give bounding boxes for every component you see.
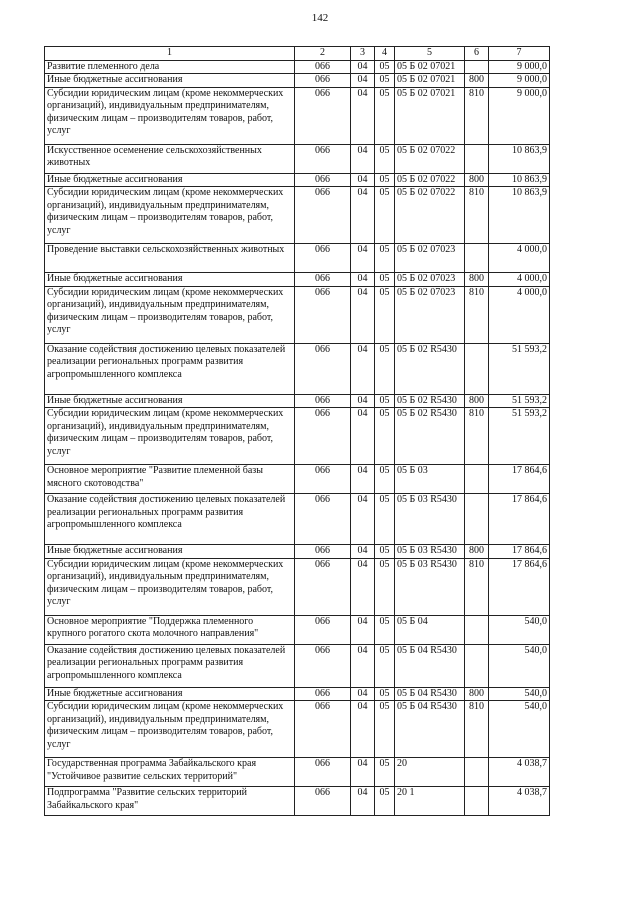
row-amount-cell: 4 000,0 bbox=[489, 286, 550, 343]
row-target-cell: 05 Б 02 07023 bbox=[395, 244, 465, 273]
table-row bbox=[45, 558, 550, 615]
row-code-cell: 066 bbox=[295, 286, 351, 343]
row-type-cell bbox=[465, 615, 489, 644]
row-section-cell: 04 bbox=[351, 187, 375, 244]
table-row bbox=[45, 87, 550, 144]
row-amount-cell: 51 593,2 bbox=[489, 394, 550, 408]
row-amount-cell: 51 593,2 bbox=[489, 343, 550, 394]
row-amount-cell: 4 038,7 bbox=[489, 758, 550, 787]
row-section-cell: 04 bbox=[351, 244, 375, 273]
row-code-cell: 066 bbox=[295, 187, 351, 244]
row-name-cell: Государственная программа Забайкальского края "Устойчивое развитие сельских территорий" bbox=[45, 758, 295, 787]
table-row bbox=[45, 60, 550, 74]
header-row bbox=[45, 47, 550, 61]
row-amount-cell: 540,0 bbox=[489, 687, 550, 701]
row-amount-cell: 540,0 bbox=[489, 644, 550, 687]
row-code-cell: 066 bbox=[295, 343, 351, 394]
header-cell: 5 bbox=[395, 47, 465, 61]
row-amount-cell: 4 038,7 bbox=[489, 787, 550, 816]
row-name-cell: Развитие племенного дела bbox=[45, 60, 295, 74]
row-amount-cell: 540,0 bbox=[489, 615, 550, 644]
row-code-cell: 066 bbox=[295, 758, 351, 787]
row-section-cell: 04 bbox=[351, 273, 375, 287]
row-section-cell: 04 bbox=[351, 465, 375, 494]
row-section-cell: 04 bbox=[351, 758, 375, 787]
row-type-cell: 810 bbox=[465, 558, 489, 615]
row-name-cell: Оказание содействия достижению целевых показателей реализации региональных программ развития агропромышленного комплекса bbox=[45, 494, 295, 545]
page-number: 142 bbox=[311, 12, 329, 24]
table-row bbox=[45, 701, 550, 758]
row-type-cell: 800 bbox=[465, 687, 489, 701]
table-row bbox=[45, 465, 550, 494]
row-subsection-cell: 05 bbox=[375, 701, 395, 758]
row-section-cell: 04 bbox=[351, 74, 375, 88]
row-type-cell: 800 bbox=[465, 173, 489, 187]
table-row bbox=[45, 787, 550, 816]
row-type-cell bbox=[465, 343, 489, 394]
row-target-cell: 05 Б 03 R5430 bbox=[395, 545, 465, 559]
row-amount-cell: 10 863,9 bbox=[489, 173, 550, 187]
row-code-cell: 066 bbox=[295, 687, 351, 701]
table-row bbox=[45, 615, 550, 644]
header-cell: 2 bbox=[295, 47, 351, 61]
row-code-cell: 066 bbox=[295, 394, 351, 408]
row-subsection-cell: 05 bbox=[375, 787, 395, 816]
row-code-cell: 066 bbox=[295, 244, 351, 273]
row-target-cell: 05 Б 02 07022 bbox=[395, 187, 465, 244]
table-row bbox=[45, 286, 550, 343]
row-name-cell: Иные бюджетные ассигнования bbox=[45, 545, 295, 559]
row-name-cell: Субсидии юридическим лицам (кроме некоммерческих организаций), индивидуальным предпринимателям, физическим лицам – производителям товаров, работ, услуг bbox=[45, 87, 295, 144]
table-row bbox=[45, 187, 550, 244]
row-target-cell: 05 Б 04 R5430 bbox=[395, 644, 465, 687]
row-amount-cell: 4 000,0 bbox=[489, 244, 550, 273]
row-type-cell bbox=[465, 787, 489, 816]
row-name-cell: Основное мероприятие "Поддержка племенного крупного рогатого скота молочного направления" bbox=[45, 615, 295, 644]
row-code-cell: 066 bbox=[295, 273, 351, 287]
row-section-cell: 04 bbox=[351, 60, 375, 74]
budget-table bbox=[44, 46, 550, 816]
row-section-cell: 04 bbox=[351, 173, 375, 187]
row-target-cell: 05 Б 02 R5430 bbox=[395, 343, 465, 394]
row-amount-cell: 17 864,6 bbox=[489, 494, 550, 545]
table-row bbox=[45, 343, 550, 394]
row-section-cell: 04 bbox=[351, 545, 375, 559]
row-type-cell: 800 bbox=[465, 394, 489, 408]
header-cell: 7 bbox=[489, 47, 550, 61]
row-section-cell: 04 bbox=[351, 787, 375, 816]
row-amount-cell: 9 000,0 bbox=[489, 87, 550, 144]
row-name-cell: Иные бюджетные ассигнования bbox=[45, 74, 295, 88]
row-subsection-cell: 05 bbox=[375, 408, 395, 465]
row-target-cell: 05 Б 02 07021 bbox=[395, 87, 465, 144]
row-type-cell: 810 bbox=[465, 87, 489, 144]
row-name-cell: Искусственное осеменение сельскохозяйственных животных bbox=[45, 144, 295, 173]
row-section-cell: 04 bbox=[351, 615, 375, 644]
row-target-cell: 05 Б 02 R5430 bbox=[395, 394, 465, 408]
row-type-cell: 800 bbox=[465, 545, 489, 559]
row-name-cell: Субсидии юридическим лицам (кроме некоммерческих организаций), индивидуальным предпринимателям, физическим лицам – производителям товаров, работ, услуг bbox=[45, 408, 295, 465]
row-subsection-cell: 05 bbox=[375, 187, 395, 244]
row-type-cell: 810 bbox=[465, 701, 489, 758]
row-name-cell: Субсидии юридическим лицам (кроме некоммерческих организаций), индивидуальным предпринимателям, физическим лицам – производителям товаров, работ, услуг bbox=[45, 558, 295, 615]
row-type-cell bbox=[465, 644, 489, 687]
row-amount-cell: 4 000,0 bbox=[489, 273, 550, 287]
row-type-cell bbox=[465, 144, 489, 173]
row-target-cell: 20 bbox=[395, 758, 465, 787]
row-target-cell: 05 Б 02 07021 bbox=[395, 60, 465, 74]
table-row bbox=[45, 173, 550, 187]
row-type-cell bbox=[465, 244, 489, 273]
row-type-cell bbox=[465, 494, 489, 545]
row-name-cell: Оказание содействия достижению целевых показателей реализации региональных программ развития агропромышленного комплекса bbox=[45, 343, 295, 394]
row-code-cell: 066 bbox=[295, 465, 351, 494]
row-code-cell: 066 bbox=[295, 545, 351, 559]
header-cell: 4 bbox=[375, 47, 395, 61]
table-row bbox=[45, 74, 550, 88]
row-target-cell: 05 Б 02 07023 bbox=[395, 273, 465, 287]
row-target-cell: 05 Б 02 07021 bbox=[395, 74, 465, 88]
row-amount-cell: 9 000,0 bbox=[489, 74, 550, 88]
row-type-cell bbox=[465, 758, 489, 787]
row-subsection-cell: 05 bbox=[375, 87, 395, 144]
row-section-cell: 04 bbox=[351, 286, 375, 343]
row-amount-cell: 17 864,6 bbox=[489, 558, 550, 615]
row-section-cell: 04 bbox=[351, 87, 375, 144]
row-target-cell: 05 Б 03 R5430 bbox=[395, 494, 465, 545]
row-section-cell: 04 bbox=[351, 701, 375, 758]
row-subsection-cell: 05 bbox=[375, 494, 395, 545]
row-name-cell: Иные бюджетные ассигнования bbox=[45, 394, 295, 408]
row-subsection-cell: 05 bbox=[375, 394, 395, 408]
row-target-cell: 05 Б 03 R5430 bbox=[395, 558, 465, 615]
row-subsection-cell: 05 bbox=[375, 758, 395, 787]
table-row bbox=[45, 644, 550, 687]
table-row bbox=[45, 394, 550, 408]
row-subsection-cell: 05 bbox=[375, 558, 395, 615]
row-target-cell: 05 Б 02 07023 bbox=[395, 286, 465, 343]
row-subsection-cell: 05 bbox=[375, 173, 395, 187]
row-section-cell: 04 bbox=[351, 394, 375, 408]
row-amount-cell: 9 000,0 bbox=[489, 60, 550, 74]
row-subsection-cell: 05 bbox=[375, 60, 395, 74]
row-type-cell bbox=[465, 465, 489, 494]
row-code-cell: 066 bbox=[295, 408, 351, 465]
row-subsection-cell: 05 bbox=[375, 286, 395, 343]
row-amount-cell: 17 864,6 bbox=[489, 545, 550, 559]
table-row bbox=[45, 758, 550, 787]
row-amount-cell: 540,0 bbox=[489, 701, 550, 758]
row-section-cell: 04 bbox=[351, 494, 375, 545]
row-section-cell: 04 bbox=[351, 558, 375, 615]
row-section-cell: 04 bbox=[351, 144, 375, 173]
row-subsection-cell: 05 bbox=[375, 687, 395, 701]
row-code-cell: 066 bbox=[295, 701, 351, 758]
row-subsection-cell: 05 bbox=[375, 74, 395, 88]
row-type-cell: 800 bbox=[465, 273, 489, 287]
row-name-cell: Иные бюджетные ассигнования bbox=[45, 173, 295, 187]
row-code-cell: 066 bbox=[295, 144, 351, 173]
row-amount-cell: 10 863,9 bbox=[489, 187, 550, 244]
row-target-cell: 05 Б 02 07022 bbox=[395, 144, 465, 173]
row-type-cell: 810 bbox=[465, 187, 489, 244]
table-row bbox=[45, 408, 550, 465]
row-code-cell: 066 bbox=[295, 173, 351, 187]
row-target-cell: 20 1 bbox=[395, 787, 465, 816]
row-section-cell: 04 bbox=[351, 644, 375, 687]
table-row bbox=[45, 687, 550, 701]
row-code-cell: 066 bbox=[295, 644, 351, 687]
row-amount-cell: 51 593,2 bbox=[489, 408, 550, 465]
row-target-cell: 05 Б 02 07022 bbox=[395, 173, 465, 187]
table-row bbox=[45, 144, 550, 173]
row-name-cell: Оказание содействия достижению целевых показателей реализации региональных программ развития агропромышленного комплекса bbox=[45, 644, 295, 687]
row-type-cell: 800 bbox=[465, 74, 489, 88]
row-code-cell: 066 bbox=[295, 787, 351, 816]
row-type-cell: 810 bbox=[465, 286, 489, 343]
row-subsection-cell: 05 bbox=[375, 615, 395, 644]
row-code-cell: 066 bbox=[295, 74, 351, 88]
row-name-cell: Иные бюджетные ассигнования bbox=[45, 273, 295, 287]
header-cell: 3 bbox=[351, 47, 375, 61]
row-subsection-cell: 05 bbox=[375, 244, 395, 273]
row-subsection-cell: 05 bbox=[375, 343, 395, 394]
row-section-cell: 04 bbox=[351, 408, 375, 465]
row-name-cell: Субсидии юридическим лицам (кроме некоммерческих организаций), индивидуальным предпринимателям, физическим лицам – производителям товаров, работ, услуг bbox=[45, 187, 295, 244]
row-subsection-cell: 05 bbox=[375, 644, 395, 687]
row-code-cell: 066 bbox=[295, 558, 351, 615]
row-target-cell: 05 Б 04 bbox=[395, 615, 465, 644]
table-row bbox=[45, 545, 550, 559]
row-amount-cell: 17 864,6 bbox=[489, 465, 550, 494]
row-subsection-cell: 05 bbox=[375, 465, 395, 494]
row-name-cell: Субсидии юридическим лицам (кроме некоммерческих организаций), индивидуальным предпринимателям, физическим лицам – производителям товаров, работ, услуг bbox=[45, 286, 295, 343]
row-section-cell: 04 bbox=[351, 343, 375, 394]
row-name-cell: Основное мероприятие "Развитие племенной базы мясного скотоводства" bbox=[45, 465, 295, 494]
row-target-cell: 05 Б 02 R5430 bbox=[395, 408, 465, 465]
header-cell: 1 bbox=[45, 47, 295, 61]
row-type-cell: 810 bbox=[465, 408, 489, 465]
row-type-cell bbox=[465, 60, 489, 74]
row-subsection-cell: 05 bbox=[375, 144, 395, 173]
row-code-cell: 066 bbox=[295, 60, 351, 74]
row-code-cell: 066 bbox=[295, 615, 351, 644]
row-target-cell: 05 Б 04 R5430 bbox=[395, 701, 465, 758]
row-amount-cell: 10 863,9 bbox=[489, 144, 550, 173]
row-target-cell: 05 Б 04 R5430 bbox=[395, 687, 465, 701]
row-name-cell: Подпрограмма "Развитие сельских территорий Забайкальского края" bbox=[45, 787, 295, 816]
row-code-cell: 066 bbox=[295, 494, 351, 545]
row-subsection-cell: 05 bbox=[375, 273, 395, 287]
row-code-cell: 066 bbox=[295, 87, 351, 144]
table-row bbox=[45, 273, 550, 287]
row-subsection-cell: 05 bbox=[375, 545, 395, 559]
row-name-cell: Субсидии юридическим лицам (кроме некоммерческих организаций), индивидуальным предпринимателям, физическим лицам – производителям товаров, работ, услуг bbox=[45, 701, 295, 758]
header-cell: 6 bbox=[465, 47, 489, 61]
row-target-cell: 05 Б 03 bbox=[395, 465, 465, 494]
row-name-cell: Проведение выставки сельскохозяйственных животных bbox=[45, 244, 295, 273]
row-name-cell: Иные бюджетные ассигнования bbox=[45, 687, 295, 701]
table-row bbox=[45, 494, 550, 545]
row-section-cell: 04 bbox=[351, 687, 375, 701]
table-row bbox=[45, 244, 550, 273]
